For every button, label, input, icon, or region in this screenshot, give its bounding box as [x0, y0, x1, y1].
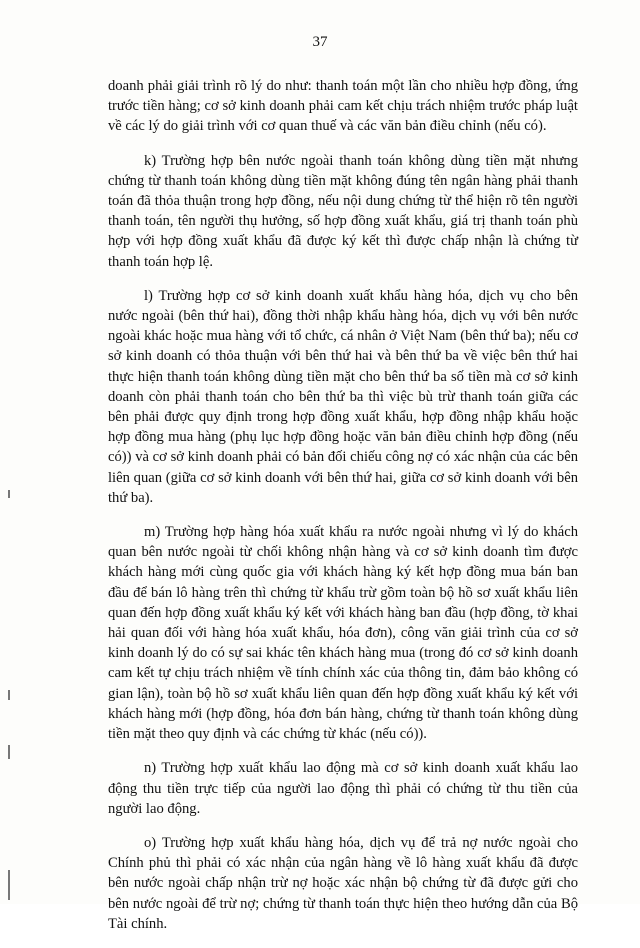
paragraph-l: l) Trường hợp cơ sở kinh doanh xuất khẩu hàng hóa, dịch vụ cho bên nước ngoài (bên thứ hai), đồng thời nhập khẩu hàng hóa, dịch vụ với bên nước ngoài khác hoặc mua hàng với tổ chức, cá nhân ở Việt Nam (bên thứ ba); nếu cơ sở kinh doanh có thỏa thuận với bên thứ hai và bên thứ ba về việc bên thứ hai thực hiện thanh toán không dùng tiền mặt cho bên thứ ba số tiền mà cơ sở kinh doanh còn phải thanh toán cho bên thứ ba thì việc bù trừ thanh toán giữa các bên phải được quy định trong hợp đồng xuất khẩu, hợp đồng nhập khẩu hoặc hợp đồng mua hàng (phụ lục hợp đồng hoặc văn bản điều chỉnh hợp đồng (nếu có)) và cơ sở kinh doanh phải có bản đối chiếu công nợ có xác nhận của các bên liên quan (giữa cơ sở kinh doanh với bên thứ hai, giữa cơ sở kinh doanh với bên thứ ba). [108, 287, 578, 506]
scan-margin-mark [8, 745, 10, 759]
document-body [108, 76, 578, 948]
scan-margin-mark [8, 690, 10, 700]
scan-margin-mark [8, 870, 10, 900]
paragraph-m: m) Trường hợp hàng hóa xuất khẩu ra nước ngoài nhưng vì lý do khách quan bên nước ngoài từ chối không nhận hàng và cơ sở kinh doanh tìm được khách hàng mới cùng quốc gia với khách hàng ký kết hợp đồng mua bán ban đầu để bán lô hàng trên thì chứng từ khẩu trừ gồm toàn bộ hồ sơ xuất khẩu liên quan đến hợp đồng xuất khẩu ký kết với khách hàng ban đầu (hợp đồng, tờ khai hải quan đối với hàng hóa xuất khẩu, hóa đơn), công văn giải trình của cơ sở kinh doanh lý do có sự sai khác tên khách hàng mua (trong đó cơ sở kinh doanh cam kết tự chịu trách nhiệm về tính chính xác của thông tin, đảm bảo không có gian lận), toàn bộ hồ sơ xuất khẩu liên quan đến hợp đồng xuất khẩu ký kết với khách hàng mới (hợp đồng, hóa đơn bán hàng, chứng từ thanh toán không dùng tiền mặt theo quy định và các chứng từ khác (nếu có)). [108, 524, 578, 743]
paragraph-o: o) Trường hợp xuất khẩu hàng hóa, dịch vụ để trả nợ nước ngoài cho Chính phủ thì phải có xác nhận của ngân hàng về lô hàng xuất khẩu đã được bên nước ngoài chấp nhận trừ nợ hoặc xác nhận bộ chứng từ đã được gửi cho bên nước ngoài để trừ nợ; chứng từ thanh toán thực hiện theo hướng dẫn của Bộ Tài chính. [108, 834, 578, 932]
paragraph-continuation: doanh phải giải trình rõ lý do như: thanh toán một lần cho nhiều hợp đồng, ứng trước tiền hàng; cơ sở kinh doanh phải cam kết chịu trách nhiệm trước pháp luật về các lý do giải trình với cơ quan thuế và các văn bản điều chỉnh (nếu có). [108, 78, 578, 135]
page-number: 37 [312, 34, 328, 50]
paragraph-n: n) Trường hợp xuất khẩu lao động mà cơ sở kinh doanh xuất khẩu lao động thu tiền trực tiếp của người lao động thì phải có chứng từ thu tiền của người lao động. [108, 760, 578, 817]
scan-margin-mark [8, 490, 10, 498]
paragraph-k: k) Trường hợp bên nước ngoài thanh toán không dùng tiền mặt nhưng chứng từ thanh toán không dùng tiền mặt không đúng tên ngân hàng phải thanh toán đã thỏa thuận trong hợp đồng, nếu nội dung chứng từ thể hiện rõ tên người thanh toán, tên người thụ hưởng, số hợp đồng xuất khẩu, giá trị thanh toán phù hợp với hợp đồng xuất khẩu đã được ký kết thì được chấp nhận là chứng từ thanh toán hợp lệ. [108, 152, 578, 270]
